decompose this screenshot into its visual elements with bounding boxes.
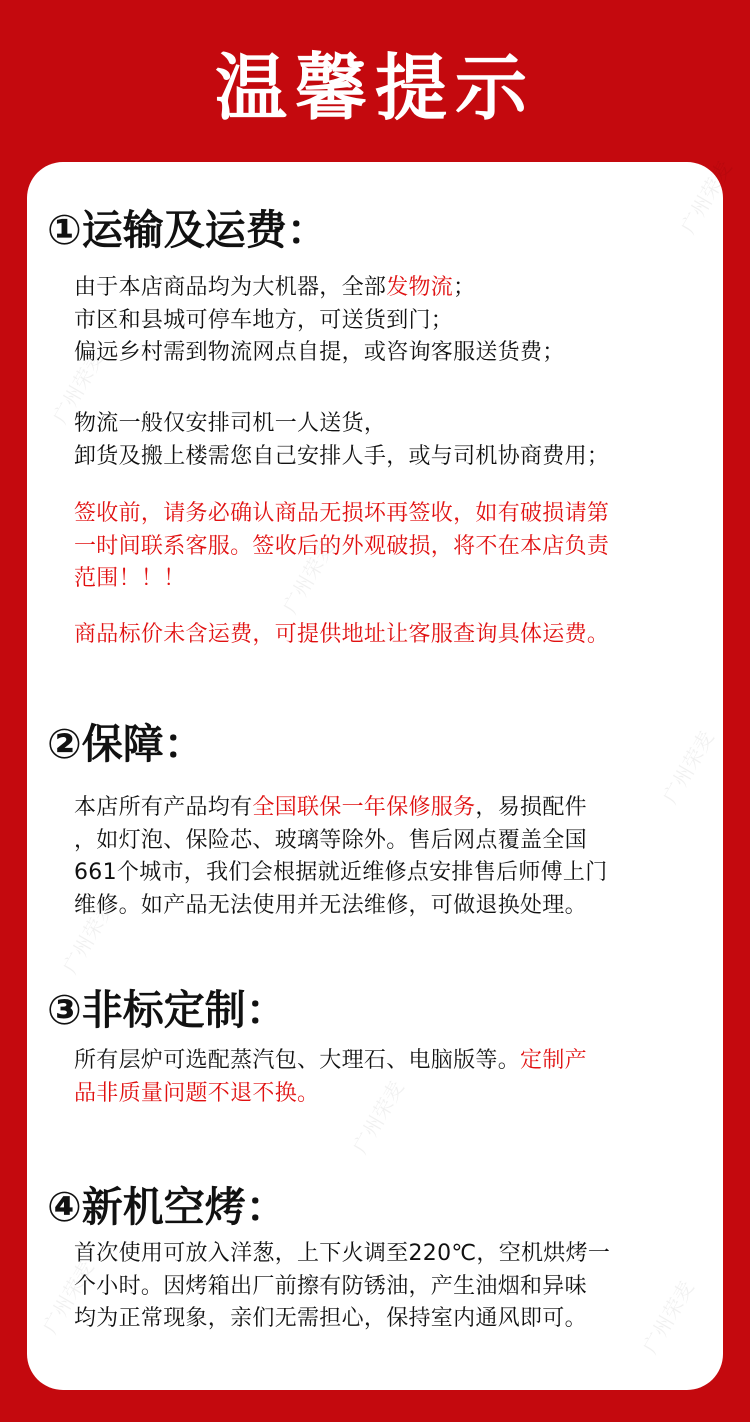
body-text: 个小时。因烤箱出厂前擦有防锈油，产生油烟和异味	[74, 1273, 587, 1299]
text-line	[74, 1238, 714, 1271]
body-text: 661个城市，我们会根据就近维修点安排售后师傅上门	[74, 860, 608, 885]
body-text: 偏远乡村需到物流网点自提，或咨询客服送货费；	[74, 340, 565, 365]
body-text: 物流一般仅安排司机一人送货，	[74, 411, 387, 436]
text-line	[74, 792, 714, 825]
text-line	[74, 305, 714, 338]
highlight-text: 商品标价未含运费，可提供地址让客服查询具体运费。	[74, 622, 610, 647]
body-text: ；	[453, 275, 476, 300]
text-line	[74, 563, 714, 596]
text-line	[74, 531, 714, 564]
text-line	[74, 337, 714, 370]
body-text: 首次使用可放入洋葱，上下火调至220℃，空机烘烤一	[74, 1241, 611, 1266]
body-text: 市区和县城可停车地方，可送货到门；	[74, 307, 454, 333]
section-heading-custom: ③非标定制：	[47, 986, 287, 1034]
watermark: 广州荣麦	[37, 1256, 99, 1338]
highlight-text: 签收前，请务必确认商品无损坏再签收，如有破损请第	[74, 501, 610, 526]
highlight-text: 发物流	[386, 275, 454, 300]
body-text: 均为正常现象，亲们无需担心，保持室内通风即可。	[74, 1306, 587, 1331]
text-line	[74, 272, 714, 305]
highlight-text: 定制产	[520, 1048, 587, 1073]
section-text-shipping-4	[74, 619, 714, 652]
highlight-text: 一时间联系客服。签收后的外观破损，将不在本店负责	[74, 533, 610, 559]
watermark: 广州荣麦	[47, 346, 109, 428]
watermark: 广州荣麦	[57, 896, 119, 978]
text-line	[74, 1045, 714, 1078]
body-text: 所有层炉可选配蒸汽包、大理石、电脑版等。	[74, 1048, 521, 1073]
section-heading-first-use: ④新机空烤：	[47, 1183, 287, 1231]
watermark: 广州荣麦	[277, 536, 339, 618]
body-text: 维修。如产品无法使用并无法维修，可做退换处理。	[74, 892, 587, 918]
body-text: 由于本店商品均为大机器，全部	[74, 275, 387, 300]
text-line	[74, 825, 714, 858]
section-heading-warranty: ②保障：	[47, 720, 205, 768]
section-text-warranty	[74, 792, 714, 922]
text-line	[74, 498, 714, 531]
text-line	[74, 1303, 714, 1336]
watermark: 广州荣麦	[657, 726, 719, 808]
section-text-shipping-3	[74, 498, 714, 596]
watermark: 广州荣麦	[637, 1276, 699, 1358]
text-line	[74, 857, 714, 890]
section-text-shipping-1	[74, 272, 714, 370]
highlight-text: 全国联保一年保修服务	[252, 795, 476, 820]
section-text-custom	[74, 1045, 714, 1110]
section-text-shipping-2	[74, 408, 714, 473]
notice-card	[27, 156, 737, 1390]
highlight-text: 范围！！！	[74, 566, 186, 591]
watermark: 广州荣麦	[675, 156, 737, 238]
text-line	[74, 1271, 714, 1304]
page-title: 温馨提示	[214, 46, 535, 130]
text-line	[74, 408, 714, 441]
section-heading-shipping: ①运输及运费：	[47, 206, 328, 254]
text-line	[74, 890, 714, 923]
section-text-first-use	[74, 1238, 714, 1336]
text-line	[74, 441, 714, 474]
text-line	[74, 619, 714, 652]
text-line	[74, 1078, 714, 1111]
watermark: 广州荣麦	[347, 1076, 409, 1158]
body-text: ，易损配件	[475, 795, 587, 820]
body-text: 卸货及搬上楼需您自己安排人手，或与司机协商费用；	[74, 443, 610, 469]
body-text: ，如灯泡、保险芯、玻璃等除外。售后网点覆盖全国	[74, 827, 587, 853]
body-text: 本店所有产品均有	[74, 795, 253, 820]
highlight-text: 品非质量问题不退不换。	[74, 1080, 320, 1106]
